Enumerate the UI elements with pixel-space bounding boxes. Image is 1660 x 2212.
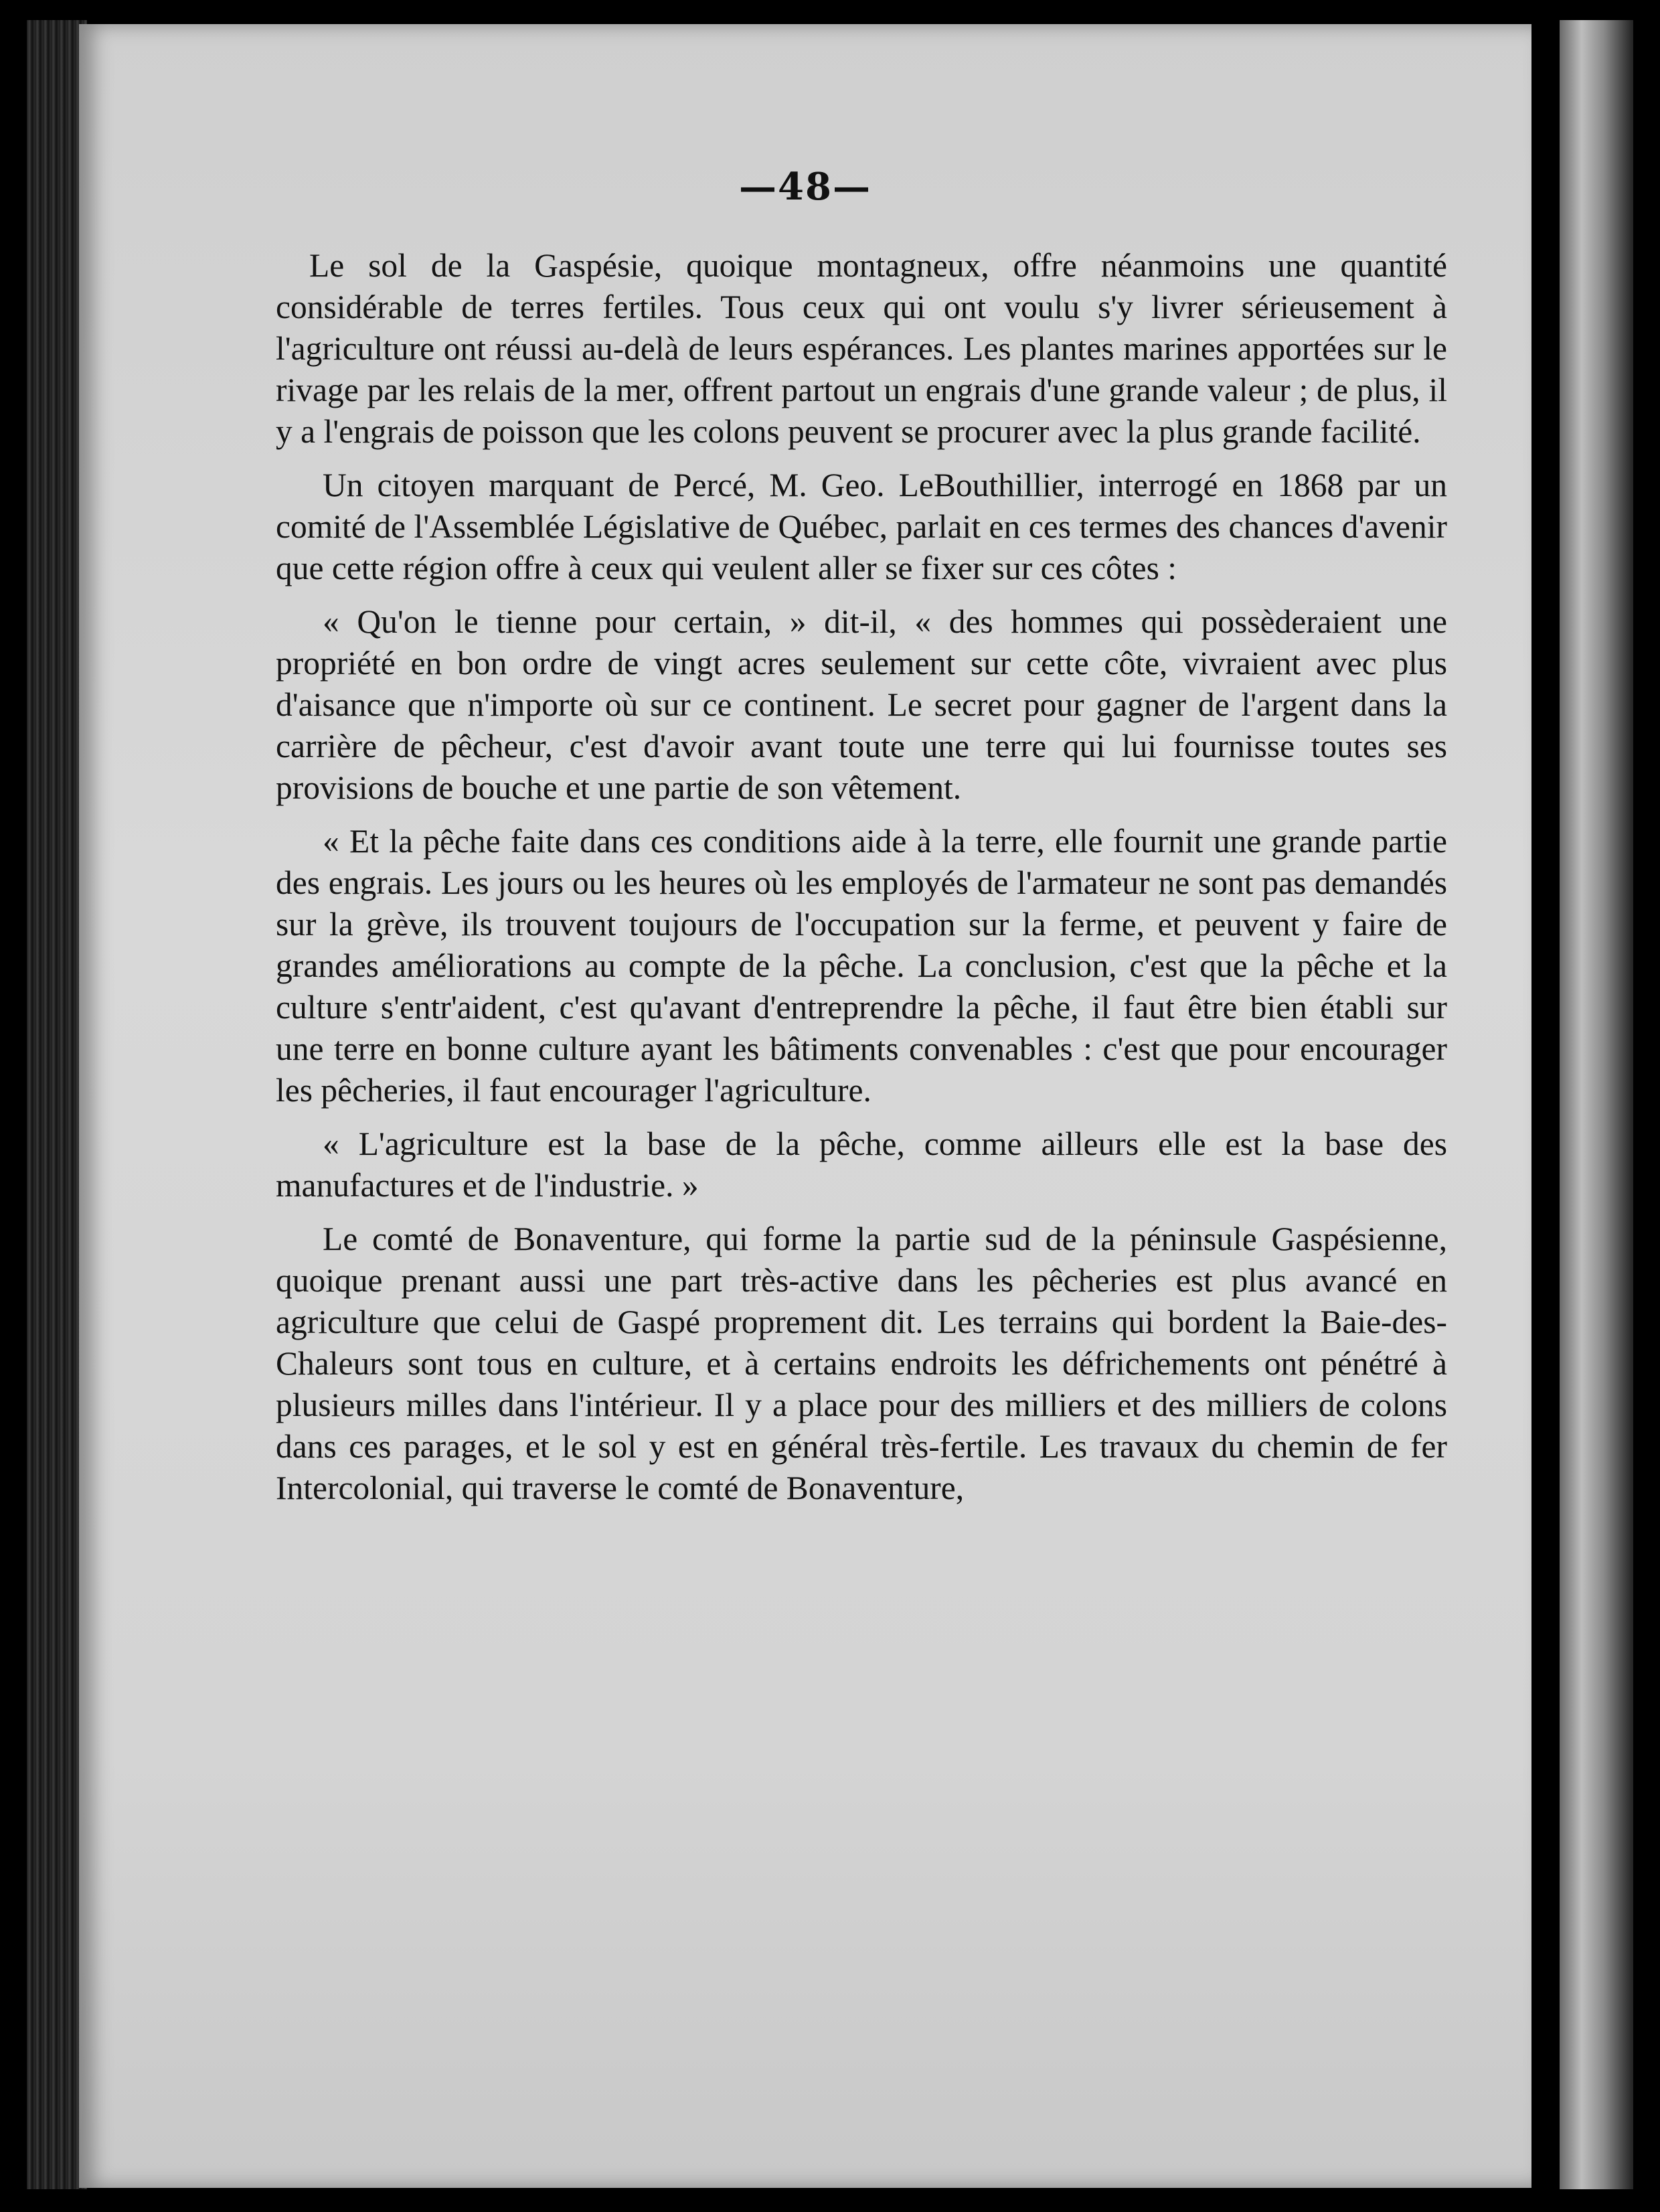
book-page [79, 24, 1531, 2188]
paragraph-quote-1: « Qu'on le tienne pour certain, » dit-il, « des hommes qui possèderaient une propriété en bon ordre de vingt acres seulement sur cette côte, vivraient avec plus d'aisance que n'importe où sur ce continent. Le secret pour gagner de l'argent dans la carrière de pêcheur, c'est d'avoir avant toute une terre qui lui fournisse toutes ses provisions de bouche et une partie de son vêtement. [276, 603, 1447, 806]
book-spine-edge [27, 20, 87, 2189]
paragraph-citizen: Un citoyen marquant de Percé, M. Geo. LeBouthillier, interrogé en 1868 par un comité de l'Assemblée Législative de Québec, parlait en ces termes des chances d'avenir que cette région offre à ceux qui veulent aller se fixer sur ces côtes : [276, 467, 1447, 586]
page-number: —48— [739, 165, 872, 209]
paragraph-soil: Le sol de la Gaspésie, quoique montagneux, offre néanmoins une quantité considérable de terres fertiles. Tous ceux qui ont voulu s'y livrer sérieusement à l'agriculture ont réussi au-delà de leurs espérances. Les plantes marines apportées sur le rivage par les relais de la mer, offrent partout un engrais d'une grande valeur ; de plus, il y a l'engrais de poisson que les colons peuvent se procurer avec la plus grande facilité. [276, 247, 1447, 450]
page-body [276, 245, 1447, 1521]
paragraph-bonaventure: Le comté de Bonaventure, qui forme la partie sud de la péninsule Gaspésienne, quoique prenant aussi une part très-active dans les pêcheries est plus avancé en agriculture que celui de Gaspé proprement dit. Les terrains qui bordent la Baie-des-Chaleurs sont tous en culture, et à certains endroits les défrichements ont pénétré à plusieurs milles dans l'intérieur. Il y a place pour des milliers et des milliers de colons dans ces parages, et le sol y est en général très-fertile. Les travaux du chemin de fer Intercolonial, qui traverse le comté de Bonaventure, [276, 1220, 1447, 1506]
paragraph-quote-3: « L'agriculture est la base de la pêche, comme ailleurs elle est la base des manufactures et de l'industrie. » [276, 1125, 1447, 1204]
facing-page-edge [1560, 20, 1633, 2189]
paragraph-quote-2: « Et la pêche faite dans ces conditions aide à la terre, elle fournit une grande partie des engrais. Les jours ou les heures où les employés de l'armateur ne sont pas demandés sur la grève, ils trouvent toujours de l'occupation sur la ferme, et peuvent y faire de grandes améliorations au compte de la pêche. La conclusion, c'est que la pêche et la culture s'entr'aident, c'est qu'avant d'entreprendre la pêche, il faut être bien établi sur une terre en bonne culture ayant les bâtiments convenables : c'est que pour encourager les pêcheries, il faut encourager l'agriculture. [276, 823, 1447, 1109]
